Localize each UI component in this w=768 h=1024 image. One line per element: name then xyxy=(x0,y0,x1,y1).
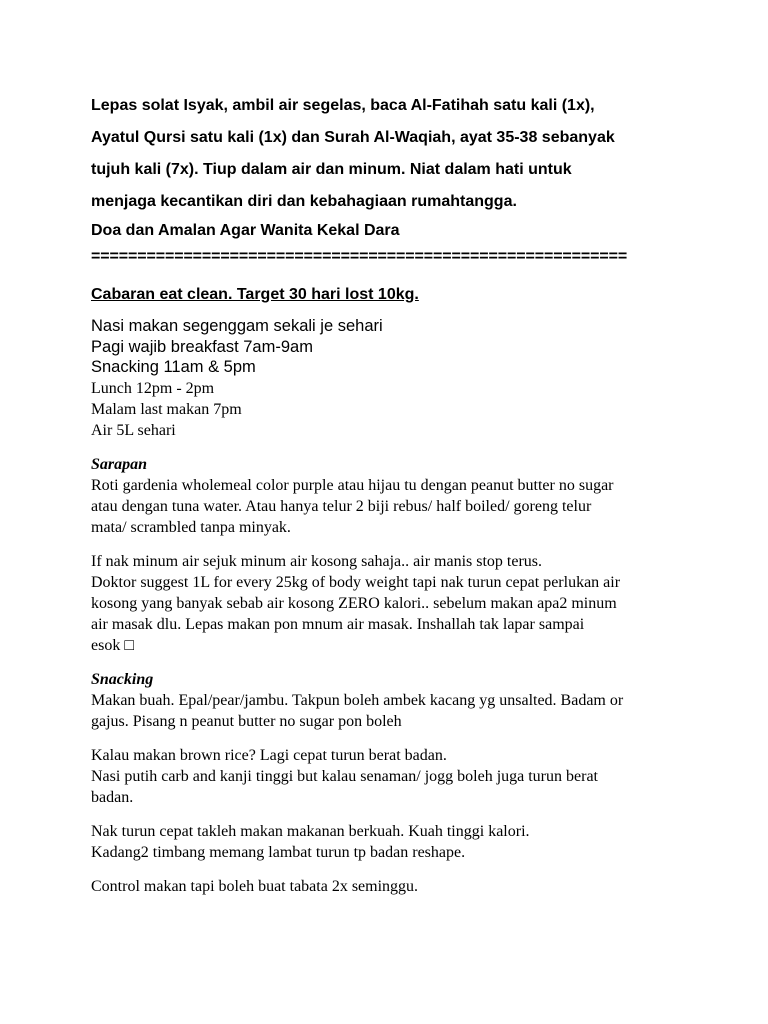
paragraph-line: Nak turun cepat takleh makan makanan berkuah. Kuah tinggi kalori. xyxy=(91,822,530,840)
paragraph-line: If nak minum air sejuk minum air kosong sahaja.. air manis stop terus. xyxy=(91,552,543,570)
paragraph-line: Nasi putih carb and kanji tinggi but kalau senaman/ jogg boleh juga turun berat xyxy=(91,767,598,785)
schedule-sans-block xyxy=(91,316,711,378)
intro-section xyxy=(91,90,711,218)
berkuah-paragraph xyxy=(91,821,711,863)
paragraph-line: air masak dlu. Lepas makan pon mnum air masak. Inshallah tak lapar sampai xyxy=(91,615,585,633)
paragraph-line: atau dengan tuna water. Atau hanya telur 2 biji rebus/ half boiled/ goreng telur xyxy=(91,497,592,515)
schedule-line: Nasi makan segenggam sekali je sehari xyxy=(91,317,383,335)
paragraph-line: mata/ scrambled tanpa minyak. xyxy=(91,518,291,536)
schedule-line: Snacking 11am & 5pm xyxy=(91,358,256,376)
paragraph-line: Roti gardenia wholemeal color purple atau hijau tu dengan peanut butter no sugar xyxy=(91,476,614,494)
challenge-title: Cabaran eat clean. Target 30 hari lost 10kg. xyxy=(91,286,419,303)
paragraph-line: Makan buah. Epal/pear/jambu. Takpun boleh ambek kacang yg unsalted. Badam or xyxy=(91,691,624,709)
intro-line: tujuh kali (7x). Tiup dalam air dan minum. Niat dalam hati untuk xyxy=(91,161,572,178)
paragraph-line: gajus. Pisang n peanut butter no sugar pon boleh xyxy=(91,712,402,730)
schedule-line: Lunch 12pm - 2pm xyxy=(91,379,215,397)
schedule-line: Air 5L sehari xyxy=(91,421,176,439)
paragraph-line: kosong yang banyak sebab air kosong ZERO kalori.. sebelum makan apa2 minum xyxy=(91,594,617,612)
document-page xyxy=(91,90,711,897)
paragraph-line: Kalau makan brown rice? Lagi cepat turun berat badan. xyxy=(91,746,447,764)
paragraph-line: badan. xyxy=(91,788,134,806)
control-paragraph xyxy=(91,876,711,897)
intro-line: Lepas solat Isyak, ambil air segelas, baca Al-Fatihah satu kali (1x), xyxy=(91,97,595,114)
brown-rice-paragraph xyxy=(91,745,711,808)
schedule-serif-block xyxy=(91,378,711,441)
snacking-paragraph xyxy=(91,690,711,732)
snacking-heading: Snacking xyxy=(91,670,154,688)
sarapan-heading: Sarapan xyxy=(91,455,148,473)
separator-line: ========================================================== xyxy=(91,248,628,265)
schedule-line: Pagi wajib breakfast 7am-9am xyxy=(91,337,313,356)
paragraph-line: Doktor suggest 1L for every 25kg of body weight tapi nak turun cepat perlukan air xyxy=(91,573,621,591)
paragraph-line: Control makan tapi boleh buat tabata 2x seminggu. xyxy=(91,877,419,895)
doa-title: Doa dan Amalan Agar Wanita Kekal Dara xyxy=(91,222,400,239)
schedule-line: Malam last makan 7pm xyxy=(91,400,242,418)
air-paragraph xyxy=(91,551,711,656)
intro-line: menjaga kecantikan diri dan kebahagiaan rumahtangga. xyxy=(91,193,517,210)
paragraph-line: esok □ xyxy=(91,636,134,654)
intro-line: Ayatul Qursi satu kali (1x) dan Surah Al-Waqiah, ayat 35-38 sebanyak xyxy=(91,129,615,146)
sarapan-paragraph xyxy=(91,475,711,538)
paragraph-line: Kadang2 timbang memang lambat turun tp badan reshape. xyxy=(91,843,466,861)
